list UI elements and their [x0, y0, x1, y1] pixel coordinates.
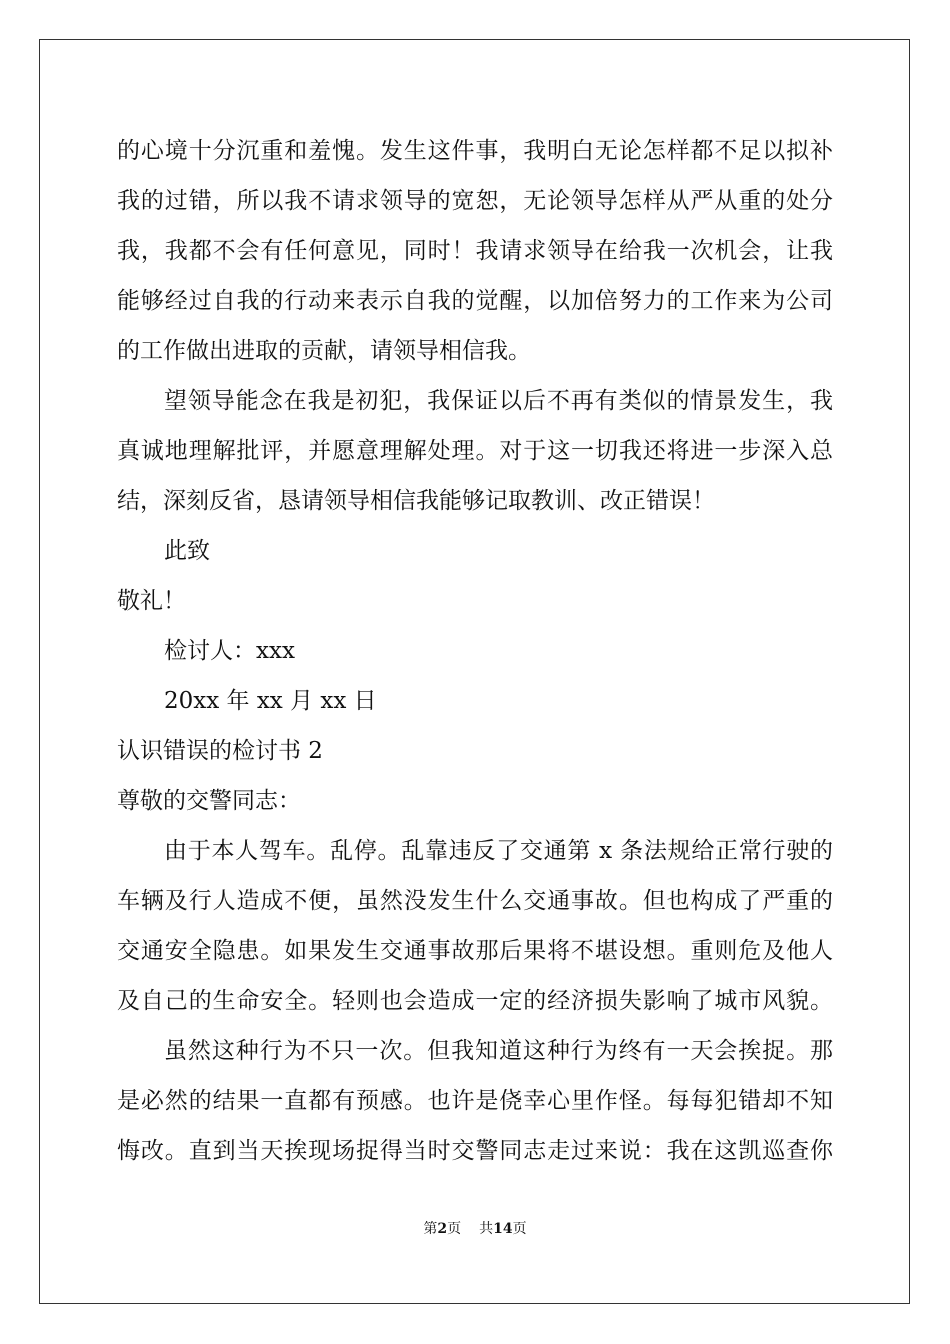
total-page-count: 14	[493, 1221, 513, 1237]
paragraph-start-line: 由于本人驾车。乱停。乱靠违反了交通第 x 条法规给正常行驶的	[164, 838, 833, 864]
section-title: 认识错误的检讨书 2	[117, 738, 323, 764]
text-line: 结，深刻反省，恳请领导相信我能够记取教训、改正错误！	[117, 488, 715, 514]
document-body	[117, 126, 833, 1176]
text-line: 交通安全隐患。如果发生交通事故那后果将不堪设想。重则危及他人	[117, 938, 833, 964]
total-prefix: 共	[479, 1221, 494, 1237]
text-line: 真诚地理解批评，并愿意理解处理。对于这一切我还将进一步深入总	[117, 438, 833, 464]
total-suffix: 页	[512, 1221, 527, 1237]
text-line: 是必然的结果一直都有预感。也许是侥幸心里作怪。每每犯错却不知	[117, 1088, 833, 1114]
text-line: 及自己的生命安全。轻则也会造成一定的经济损失影响了城市风貌。	[117, 988, 833, 1014]
page-suffix: 页	[447, 1221, 462, 1237]
current-page-number: 2	[437, 1221, 448, 1237]
text-line: 悔改。直到当天挨现场捉得当时交警同志走过来说：我在这凯巡查你	[117, 1138, 833, 1164]
signature-line: 检讨人：xxx	[164, 638, 295, 664]
closing-salutation: 此致	[164, 538, 210, 564]
paragraph-start-line: 望领导能念在我是初犯，我保证以后不再有类似的情景发生，我	[164, 388, 833, 414]
date-line: 20xx 年 xx 月 xx 日	[164, 688, 377, 714]
text-line: 我的过错，所以我不请求领导的宽恕，无论领导怎样从严从重的处分	[117, 188, 833, 214]
page-footer	[0, 1219, 950, 1239]
page-prefix: 第	[423, 1221, 438, 1237]
greeting-line: 尊敬的交警同志：	[117, 788, 301, 814]
text-line: 我，我都不会有任何意见，同时！我请求领导在给我一次机会，让我	[117, 238, 833, 264]
closing-regards: 敬礼！	[117, 588, 186, 614]
text-line: 的工作做出进取的贡献，请领导相信我。	[117, 338, 531, 364]
text-line: 的心境十分沉重和羞愧。发生这件事，我明白无论怎样都不足以拟补	[117, 138, 833, 164]
paragraph-start-line: 虽然这种行为不只一次。但我知道这种行为终有一天会挨捉。那	[164, 1038, 833, 1064]
text-line: 能够经过自我的行动来表示自我的觉醒，以加倍努力的工作来为公司	[117, 288, 833, 314]
text-line: 车辆及行人造成不便，虽然没发生什么交通事故。但也构成了严重的	[117, 888, 833, 914]
